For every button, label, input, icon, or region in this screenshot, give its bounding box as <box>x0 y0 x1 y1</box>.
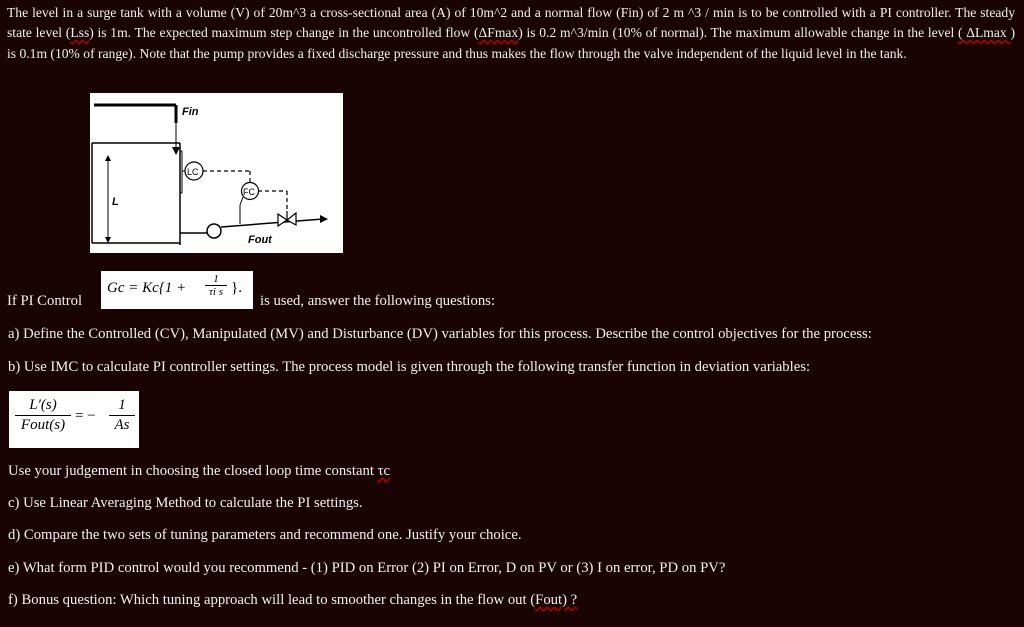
dfmax-term: ΔFmax <box>478 25 519 41</box>
pi-control-prefix: If PI Control <box>7 293 83 309</box>
fout-label: Fout <box>248 234 272 246</box>
dlmax-term: ( ΔLmax <box>958 25 1011 41</box>
pi-equation-rhs: }. <box>231 280 242 296</box>
fc-label: FC <box>243 187 255 197</box>
tf-lhs-denominator: Fout(s) <box>20 417 66 433</box>
pi-equation-denominator: τi s <box>208 286 224 298</box>
lss-term: Lss <box>70 25 90 41</box>
pi-equation-fraction <box>205 273 227 298</box>
tau-c-symbol: τc <box>377 463 390 479</box>
intro-text-3: ) is 0.2 m^3/min (10% of normal). The maximum allowable change in the level <box>518 25 958 41</box>
pi-equation-lhs: Gc = Kc{1 + <box>107 280 187 296</box>
problem-statement <box>7 3 1015 64</box>
tf-equals: = − <box>75 408 96 424</box>
transfer-function <box>9 391 139 448</box>
intro-text-2: ) is 1m. The expected maximum step change in the uncontrolled flow ( <box>89 25 479 41</box>
lc-label: LC <box>187 167 199 177</box>
question-e: e) What form PID control would you recommend - (1) PID on Error (2) PI on Error, D on PV or (3) I on error, PD on PV? <box>8 560 726 576</box>
question-f <box>8 592 577 609</box>
question-a: a) Define the Controlled (CV), Manipulated (MV) and Disturbance (DV) variables for this process. Describe the control objectives for the process: <box>8 326 872 342</box>
tf-lhs-fraction <box>15 397 71 434</box>
pi-control-suffix: is used, answer the following questions: <box>260 293 495 309</box>
pi-controller-equation <box>101 271 253 309</box>
level-label: L <box>112 196 119 208</box>
pi-equation-numerator: 1 <box>205 273 227 286</box>
tf-rhs-denominator: As <box>114 417 130 433</box>
question-d: d) Compare the two sets of tuning parameters and recommend one. Justify your choice. <box>8 527 522 543</box>
tf-lhs-numerator: L′(s) <box>15 397 71 416</box>
intro-text-1: The level in a surge tank with a volume (V) of 20m^3 a cross-sectional area (A) of 10m^2 and a normal flow (Fin) of 2 m ^3 / min is to be controlled with a PI controller. The steady state level ( <box>7 5 1015 41</box>
tau-prefix: Use your judgement in choosing the closed loop time constant <box>8 463 378 479</box>
tf-rhs-numerator: 1 <box>109 397 135 416</box>
surge-tank-diagram <box>90 93 343 253</box>
tf-rhs-fraction <box>109 397 135 434</box>
question-f-text: f) Bonus question: Which tuning approach will lead to smoother changes in the flow out ( <box>8 592 536 608</box>
question-c: c) Use Linear Averaging Method to calculate the PI settings. <box>8 495 363 511</box>
question-b: b) Use IMC to calculate PI controller settings. The process model is given through the following transfer function in deviation variables: <box>8 359 811 375</box>
intro-text-4: ) is 0.1m (10% of range). Note that the pump provides a fixed discharge pressure and thus makes the flow through the valve independent of the liquid level in the tank. <box>7 25 1015 61</box>
fin-label: Fin <box>182 106 199 118</box>
tau-line <box>8 463 390 480</box>
fout-term: Fout) ? <box>535 592 578 608</box>
process-flow-diagram <box>90 93 343 253</box>
